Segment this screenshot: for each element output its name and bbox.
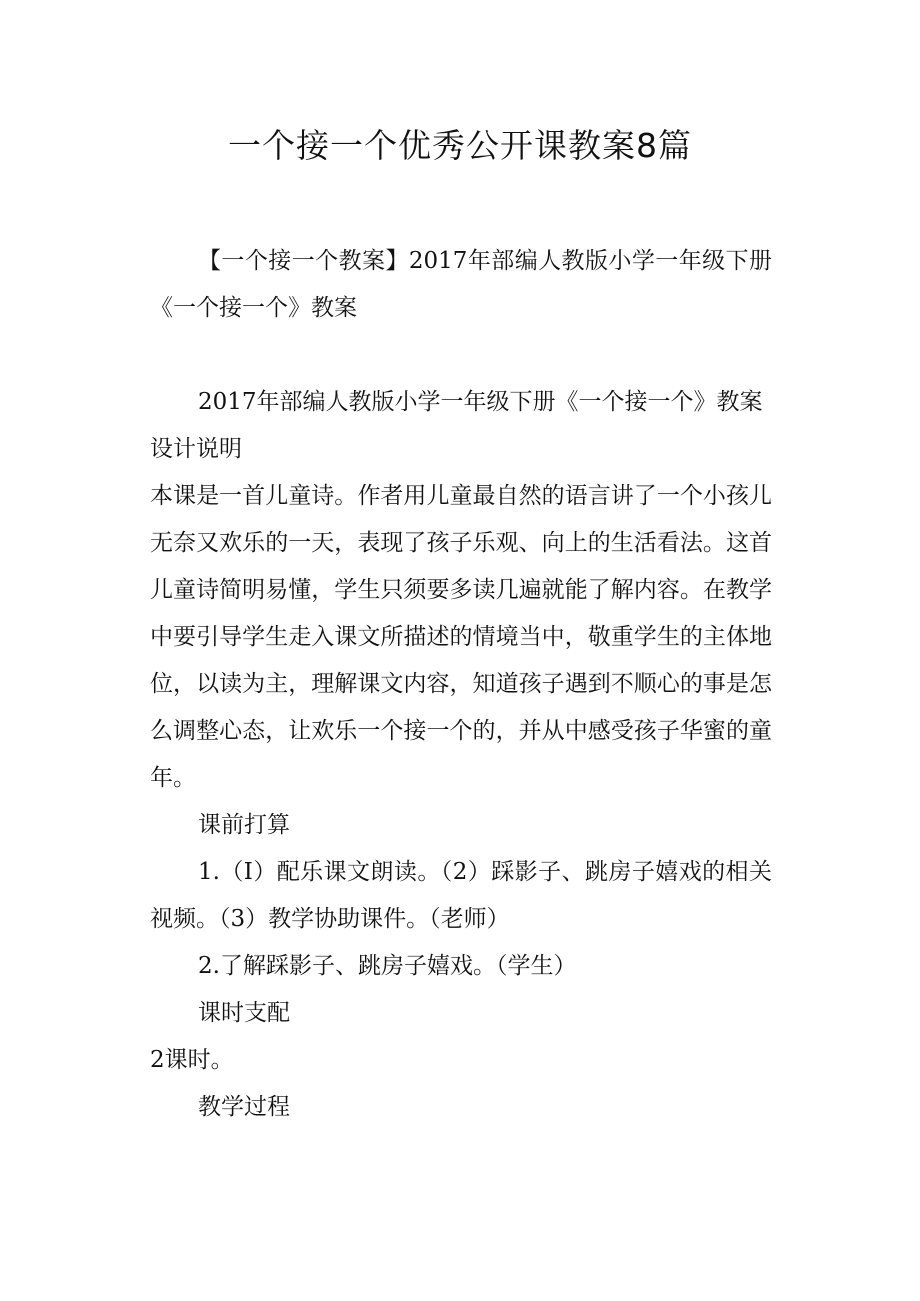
- schedule-paragraph: 2课时。: [150, 1047, 234, 1073]
- preparation-item-2: 2.了解踩影子、跳房子嬉戏。（学生）: [198, 953, 577, 979]
- intro-paragraph: 【一个接一个教案】2017年部编人教版小学一年级下册《一个接一个》教案: [150, 248, 772, 321]
- document-title: 一个接一个优秀公开课教案8篇: [228, 126, 692, 165]
- document-body: [150, 238, 772, 1131]
- design-notes-paragraph: 本课是一首儿童诗。作者用儿童最自然的语言讲了一个小孩儿无奈又欢乐的一天，表现了孩子乐观、向上的生活看法。这首儿童诗简明易懂，学生只须要多读几遍就能了解内容。在教学中要引导学生走入课文所描述的情境当中，敬重学生的主体地位，以读为主，理解课文内容，知道孩子遇到不顺心的事是怎么调整心态，让欢乐一个接一个的，并从中感受孩子华蜜的童年。: [150, 483, 772, 791]
- section-heading-schedule: 课时支配: [198, 1000, 290, 1026]
- preparation-item-1: 1.（I）配乐课文朗读。（2）踩影子、跳房子嬉戏的相关视频。（3）教学协助课件。（老师）: [150, 859, 772, 932]
- section-heading-preparation: 课前打算: [198, 812, 290, 838]
- lesson-heading-paragraph: 2017年部编人教版小学一年级下册《一个接一个》教案: [198, 389, 763, 415]
- paragraph-spacer: [150, 332, 772, 379]
- section-heading-process: 教学过程: [198, 1094, 290, 1120]
- section-heading-design-notes: 设计说明: [150, 436, 242, 462]
